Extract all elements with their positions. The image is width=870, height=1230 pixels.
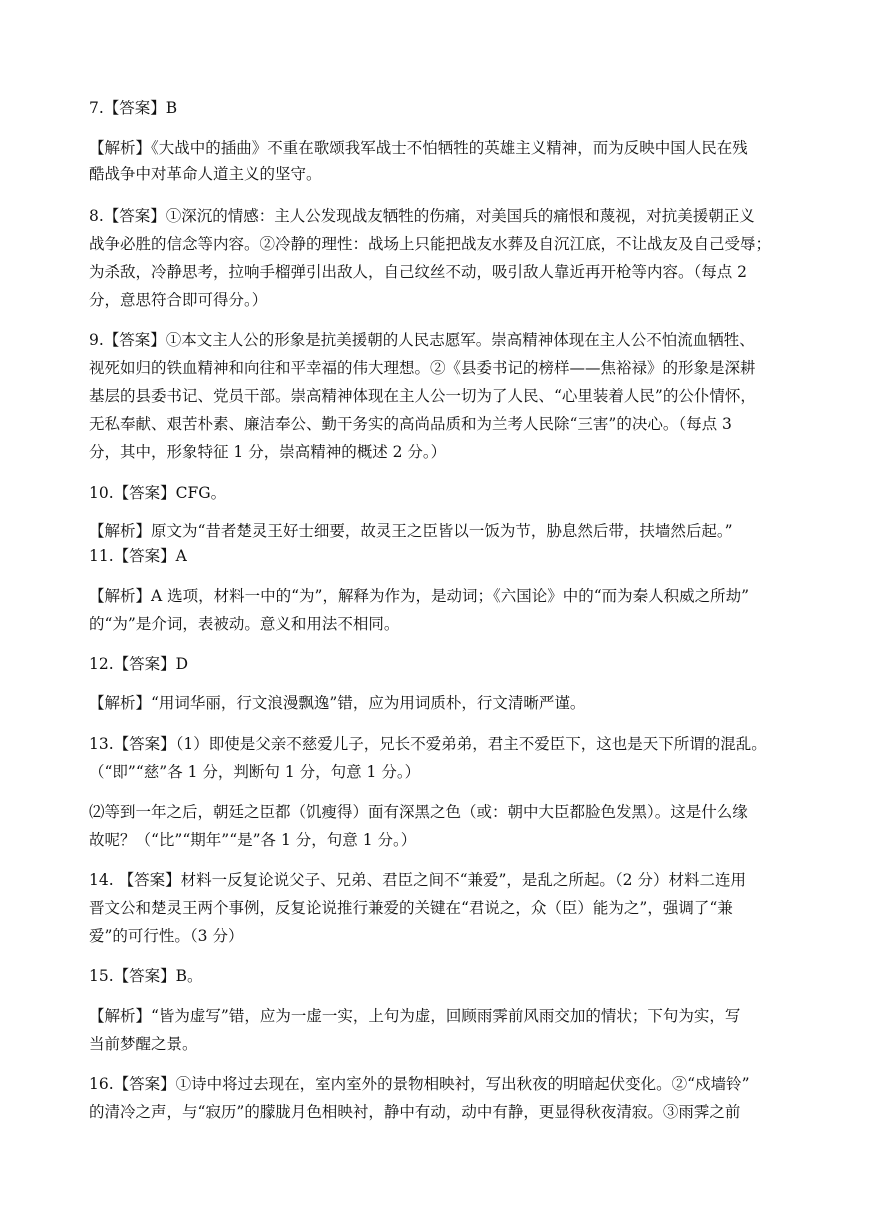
answer-14-line-2: 晋文公和楚灵王两个事例，反复论说推行兼爱的关键在“君说之，众（臣）能为之”，强调了“兼 [89, 899, 733, 917]
analysis-15-line-2: 当前梦醒之景。 [89, 1035, 198, 1053]
answer-9-line-2: 视死如归的铁血精神和向往和平幸福的伟大理想。②《县委书记的榜样——焦裕禄》的形象是深耕 [89, 359, 756, 377]
analysis-11-line-1: 【解析】A 选项，材料一中的“为”，解释为作为，是动词；《六国论》中的“而为秦人积威之所劫” [89, 587, 750, 605]
answer-8-line-1: 8.【答案】①深沉的情感：主人公发现战友牺牲的伤痛，对美国兵的痛恨和蔑视，对抗美援朝正义 [89, 207, 755, 225]
answer-11-line: 11.【答案】A [89, 547, 187, 565]
answer-13-line-1: 13.【答案】（1）即使是父亲不慈爱儿子，兄长不爱弟弟，君主不爱臣下，这也是天下所谓的混乱。 [89, 735, 767, 753]
answer-7-line: 7.【答案】B [89, 99, 178, 117]
analysis-10-line: 【解析】原文为“昔者楚灵王好士细要，故灵王之臣皆以一饭为节，胁息然后带，扶墙然后起。” [89, 522, 733, 540]
analysis-12-line: 【解析】“用词华丽，行文浪漫飘逸”错，应为用词质朴，行文清晰严谨。 [89, 694, 586, 712]
answer-16-line-1: 16.【答案】①诗中将过去现在，室内室外的景物相映衬，写出秋夜的明暗起伏变化。②“戍墙铃” [89, 1075, 750, 1093]
answer-9-line-4: 无私奉献、艰苦朴素、廉洁奉公、勤干务实的高尚品质和为兰考人民除“三害”的决心。（每点 3 [89, 415, 732, 433]
analysis-7-line-2: 酷战争中对革命人道主义的坚守。 [89, 165, 322, 183]
answer-9-line-5: 分，其中，形象特征 1 分，崇高精神的概述 2 分。） [89, 443, 447, 461]
answer-9-line-1: 9.【答案】①本文主人公的形象是抗美援朝的人民志愿军。崇高精神体现在主人公不怕流血牺牲、 [89, 331, 755, 349]
answer-13-line-3: ⑵等到一年之后，朝廷之臣都（饥瘦得）面有深黑之色（或：朝中大臣都脸色发黑）。这是什么缘 [89, 803, 748, 821]
answer-8-line-4: 分，意思符合即可得分。） [89, 291, 268, 309]
answer-16-line-2: 的清冷之声，与“寂历”的朦胧月色相映衬，静中有动，动中有静，更显得秋夜清寂。③雨霁之前 [89, 1103, 741, 1121]
answer-10-line: 10.【答案】CFG。 [89, 484, 227, 502]
answer-12-line: 12.【答案】D [89, 655, 189, 673]
analysis-15-line-1: 【解析】“皆为虚写”错，应为一虚一实，上句为虚，回顾雨霁前风雨交加的情状；下句为实，写 [89, 1007, 741, 1025]
answer-9-line-3: 基层的县委书记、党员干部。崇高精神体现在主人公一切为了人民、“心里装着人民”的公仆情怀， [89, 387, 756, 405]
answer-15-line: 15.【答案】B。 [89, 967, 203, 985]
analysis-7-line-1: 【解析】《大战中的插曲》不重在歌颂我军战士不怕牺牲的英雄主义精神，而为反映中国人民在残 [89, 139, 748, 157]
answer-8-line-2: 战争必胜的信念等内容。②冷静的理性：战场上只能把战友水葬及自沉江底，不让战友及自己受辱； [89, 235, 772, 253]
answer-13-line-4: 故呢？（“比”“期年”“是”各 1 分，句意 1 分。） [89, 831, 417, 849]
answer-13-line-2: （“即”“慈”各 1 分，判断句 1 分，句意 1 分。） [89, 763, 421, 781]
answer-8-line-3: 为杀敌，冷静思考，拉响手榴弹引出敌人，自己纹丝不动，吸引敌人靠近再开枪等内容。（每点 2 [89, 263, 748, 281]
analysis-11-line-2: 的“为”是介词，表被动。意义和用法不相同。 [89, 615, 400, 633]
answer-14-line-3: 爱”的可行性。（3 分） [89, 927, 244, 945]
answer-14-line-1: 14. 【答案】材料一反复论说父子、兄弟、君臣之间不“兼爱”，是乱之所起。（2 分）材料二连用 [89, 871, 746, 889]
